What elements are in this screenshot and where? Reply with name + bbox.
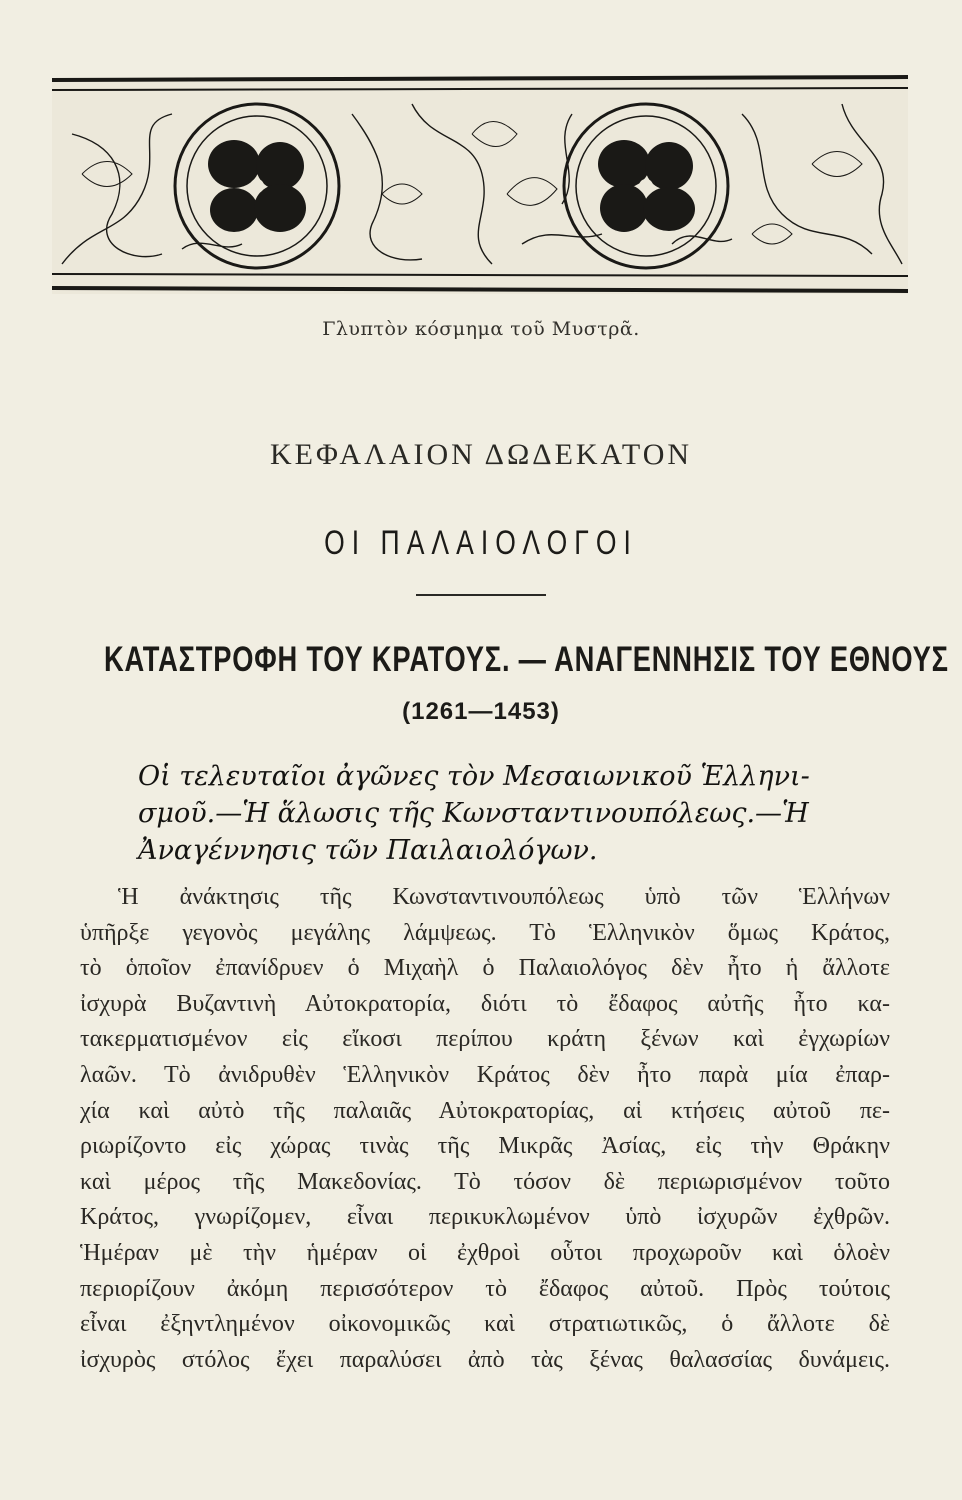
chapter-subtitle: ΚΑΤΑΣΤΡΟΦΗ ΤΟΥ ΚΡΑΤΟΥΣ. — ΑΝΑΓΕΝΝΗΣΙΣ ΤΟΥ ΕΘΝΟΥΣ	[104, 640, 949, 679]
summary-line: σμοῦ.—Ἡ ἅλωσις τῆς Κωνσταντινουπόλεως.—Ἡ	[138, 798, 809, 829]
body-paragraph	[80, 880, 890, 1378]
body-line: περιορίζουν ἀκόμη περισσότερον τὸ ἔδαφος αὐτοῦ. Πρὸς τούτοις	[80, 1275, 890, 1302]
chapter-dates: (1261—1453)	[402, 698, 560, 725]
chapter-heading: ΚΕΦΑΛΑΙΟΝ ΔΩΔΕΚΑΤΟΝ	[269, 438, 693, 471]
body-line: Κράτος, γνωρίζομεν, εἶναι περικυκλωμένον ὑπὸ ἰσχυρῶν ἐχθρῶν.	[80, 1204, 890, 1231]
body-line: εἶναι ἐξηντλημένον οἰκονομικῶς καὶ στρατιωτικῶς, ὁ ἄλλοτε δὲ	[80, 1311, 890, 1338]
chapter-title: ΟΙ ΠΑΛΑΙΟΛΟΓΟΙ	[324, 524, 638, 562]
body-line: Ἡ ἀνάκτησις τῆς Κωνσταντινουπόλεως ὑπὸ τῶν Ἑλλήνων	[118, 884, 890, 910]
body-line: ἰσχυρὰ Βυζαντινὴ Αὐτοκρατορία, διότι τὸ ἔδαφος αὐτῆς ἦτο κα-	[80, 990, 890, 1017]
chapter-summary	[138, 758, 868, 869]
body-line: τὸ ὁποῖον ἐπανίδρυεν ὁ Μιχαὴλ ὁ Παλαιολόγος δὲν ἦτο ἡ ἄλλοτε	[80, 955, 890, 982]
summary-line: Οἱ τελευταῖοι ἀγῶνες τὸν Μεσαιωνικοῦ Ἑλληνι-	[138, 761, 810, 792]
body-line: καὶ μέρος τῆς Μακεδονίας. Τὸ τόσον δὲ περιωρισμένον τοῦτο	[80, 1168, 890, 1195]
ornament-caption: Γλυπτὸν κόσμημα τοῦ Μυστρᾶ.	[322, 318, 640, 340]
body-line: λαῶν. Τὸ ἀνιδρυθὲν Ἑλληνικὸν Κράτος δὲν ἦτο παρὰ μία ἐπαρ-	[80, 1061, 890, 1088]
carved-ornament-band	[52, 74, 908, 298]
body-line: ριωρίζοντο εἰς χώρας τινὰς τῆς Μικρᾶς Ἀσίας, εἰς τὴν Θράκην	[80, 1133, 890, 1160]
title-divider	[416, 594, 546, 596]
body-line: ὑπῆρξε γεγονὸς μεγάλης λάμψεως. Τὸ Ἑλληνικὸν ὅμως Κράτος,	[80, 919, 890, 946]
body-line: τακερματισμένον εἰς εἴκοσι περίπου κράτη ξένων καὶ ἐγχωρίων	[80, 1026, 890, 1053]
summary-line: Ἀναγέννησις τῶν Παιλαιολόγων.	[138, 835, 598, 866]
body-line: χία καὶ αὐτὸ τῆς παλαιᾶς Αὐτοκρατορίας, αἱ κτήσεις αὐτοῦ πε-	[80, 1097, 890, 1124]
body-line: ἰσχυρὸς στόλος ἔχει παραλύσει ἀπὸ τὰς ξένας θαλασσίας δυνάμεις.	[80, 1346, 890, 1373]
body-line: Ἡμέραν μὲ τὴν ἡμέραν οἱ ἐχθροὶ οὗτοι προχωροῦν καὶ ὁλοὲν	[80, 1239, 890, 1266]
